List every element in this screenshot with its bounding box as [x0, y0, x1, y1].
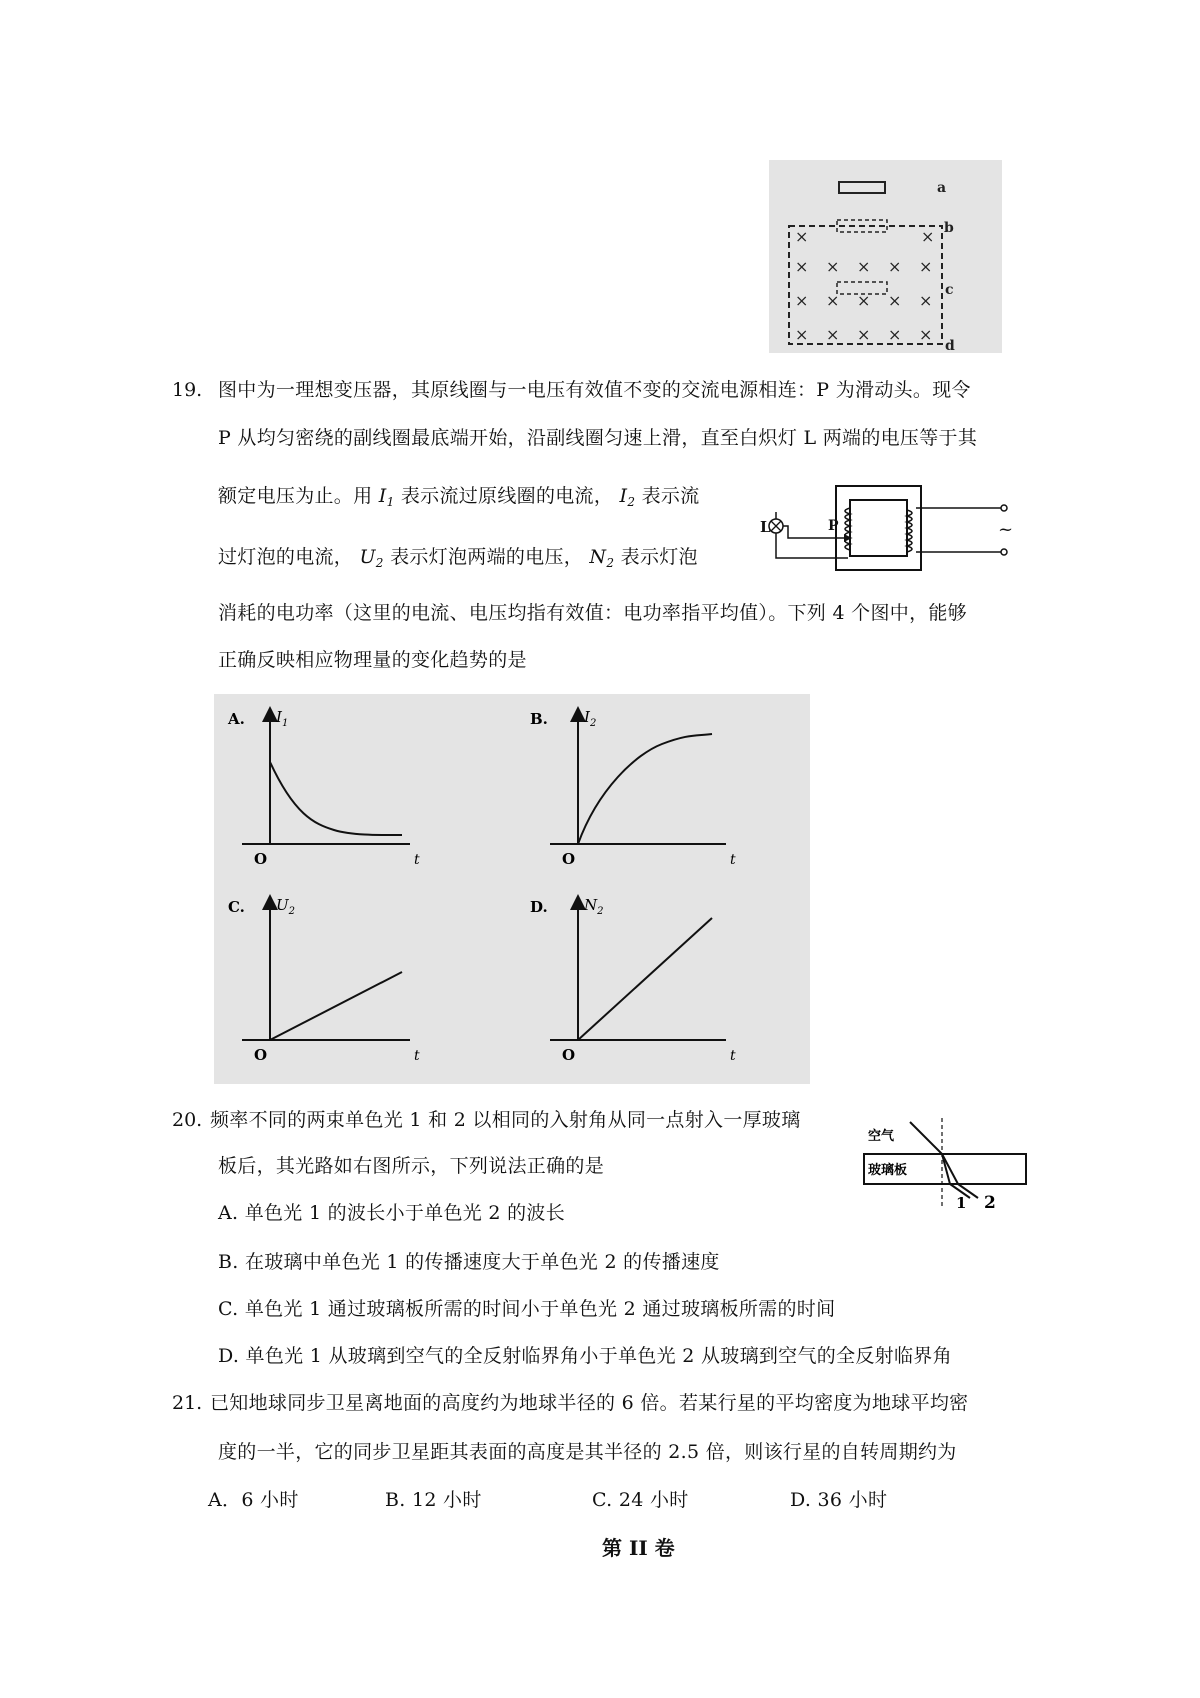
cross-mark: × [826, 325, 840, 344]
glass-plate-figure [860, 1110, 1040, 1210]
cross-mark: × [795, 291, 809, 310]
graph-c-origin: O [254, 1046, 268, 1064]
cross-mark: × [826, 257, 840, 276]
question-21-number: 21. [172, 1392, 203, 1414]
cross-mark: × [826, 291, 840, 310]
question-21-line-1: 已知地球同步卫星离地面的高度约为地球半径的 6 倍。若某行星的平均密度为地球平均密 [210, 1392, 969, 1414]
graph-a [227, 708, 420, 868]
symbol-I2: $I_2$ [619, 485, 636, 509]
glass-label: 玻璃板 [868, 1163, 908, 1178]
question-21-line-2: 度的一半，它的同步卫星距其表面的高度是其半径的 2.5 倍，则该行星的自转周期约为 [218, 1441, 957, 1463]
symbol-N2: $N_2$ [589, 546, 615, 570]
cross-mark: × [795, 257, 809, 276]
question-19-line-1: 图中为一理想变压器，其原线圈与一电压有效值不变的交流电源相连：P 为滑动头。现令 [218, 379, 971, 401]
cross-mark: × [919, 257, 933, 276]
answer-graphs-figure [214, 694, 810, 1084]
cross-mark: × [857, 291, 871, 310]
question-19-number: 19. [172, 379, 203, 401]
question-20-line-1: 频率不同的两束单色光 1 和 2 以相同的入射角从同一点射入一厚玻璃 [210, 1109, 801, 1131]
graph-a-letter: A. [228, 710, 245, 728]
cross-mark: × [795, 325, 809, 344]
source-terminal-bottom [1001, 549, 1007, 555]
magnetic-field-diagram [769, 160, 1002, 353]
source-terminal-top [1001, 505, 1007, 511]
question-20-option-b: B. 在玻璃中单色光 1 的传播速度大于单色光 2 的传播速度 [218, 1251, 720, 1273]
lamp-label: L [760, 518, 771, 536]
graph-d-origin: O [562, 1046, 576, 1064]
q19-line3-post: 表示流 [641, 485, 700, 507]
air-label: 空气 [868, 1129, 895, 1144]
q19-line4-mid: 表示灯泡两端的电压， [390, 546, 584, 568]
symbol-I1: $I_1$ [378, 485, 395, 509]
question-21-option-d: D. 36 小时 [790, 1489, 888, 1511]
graph-a-xlabel: t [414, 852, 420, 868]
transformer-circuit-figure [760, 478, 1020, 578]
question-20-option-a: A. 单色光 1 的波长小于单色光 2 的波长 [218, 1202, 566, 1224]
q19-line3-pre: 额定电压为止。用 [218, 485, 373, 507]
graph-b [530, 708, 736, 868]
q19-line4-post: 表示灯泡 [620, 546, 698, 568]
cross-mark: × [857, 325, 871, 344]
cross-mark: × [857, 257, 871, 276]
ac-source-symbol: ~ [998, 519, 1014, 540]
question-19-line-6: 正确反映相应物理量的变化趋势的是 [218, 649, 527, 671]
graph-c [228, 896, 420, 1064]
label-b: b [944, 220, 954, 236]
graph-d [530, 896, 736, 1064]
magnetic-field-figure [769, 160, 1002, 353]
cross-mark: × [919, 325, 933, 344]
graph-d-xlabel: t [730, 1048, 736, 1064]
graph-b-curve [578, 734, 712, 844]
cross-mark: × [919, 291, 933, 310]
graph-b-ylabel-main: I [584, 708, 590, 726]
graph-b-letter: B. [530, 710, 548, 728]
cross-mark: × [888, 325, 902, 344]
cross-mark: × [888, 291, 902, 310]
incident-ray [910, 1122, 942, 1154]
answer-graphs [214, 694, 810, 1084]
glass-plate-diagram [860, 1110, 1040, 1210]
question-21-option-b: B. 12 小时 [385, 1489, 482, 1511]
transformer-core-inner [850, 500, 907, 556]
question-19-line-5: 消耗的电功率（这里的电流、电压均指有效值：电功率指平均值）。下列 4 个图中，能够 [218, 602, 967, 624]
question-20-option-d: D. 单色光 1 从玻璃到空气的全反射临界角小于单色光 2 从玻璃到空气的全反射临界角 [218, 1345, 952, 1367]
question-20-number: 20. [172, 1109, 203, 1131]
graph-c-line [270, 972, 402, 1040]
cross-mark: × [921, 227, 935, 246]
symbol-U2: $U_2$ [359, 546, 384, 570]
section-title: 第 II 卷 [602, 1536, 675, 1560]
field-crosses [795, 227, 934, 344]
graph-c-ylabel: $U_2$ [276, 896, 296, 917]
q19-line3-mid: 表示流过原线圈的电流， [400, 485, 614, 507]
coil-position-a [839, 182, 885, 193]
label-d: d [945, 338, 955, 353]
graph-c-letter: C. [228, 898, 245, 916]
question-19-line-3 [218, 484, 700, 514]
graph-a-curve [270, 762, 402, 835]
q19-line4-pre: 过灯泡的电流， [218, 546, 354, 568]
cross-mark: × [888, 257, 902, 276]
ray-1-label: 1 [956, 1194, 967, 1210]
transformer-circuit-diagram [760, 478, 1020, 578]
graph-b-origin: O [562, 850, 576, 868]
graph-a-ylabel: $I_1$ [276, 708, 289, 729]
ray-2-label: 2 [984, 1193, 996, 1210]
graph-d-line [578, 918, 712, 1040]
question-21-option-c: C. 24 小时 [592, 1489, 689, 1511]
question-20-line-2: 板后，其光路如右图所示，下列说法正确的是 [218, 1155, 605, 1177]
label-c: c [945, 282, 954, 298]
question-19-line-4 [218, 545, 698, 575]
question-21-option-a: A．6 小时 [208, 1489, 299, 1511]
question-19-line-2: P 从均匀密绕的副线圈最底端开始，沿副线圈匀速上滑，直至白炽灯 L 两端的电压等于其 [218, 427, 978, 449]
question-20-option-c: C. 单色光 1 通过玻璃板所需的时间小于单色光 2 通过玻璃板所需的时间 [218, 1298, 836, 1320]
graph-b-ylabel: $I_2$ [584, 708, 597, 729]
slider-label: P [828, 518, 839, 534]
graph-d-ylabel: $N_2$ [584, 896, 604, 917]
graph-a-origin: O [254, 850, 268, 868]
cross-mark: × [795, 227, 809, 246]
graph-c-xlabel: t [414, 1048, 420, 1064]
graph-b-xlabel: t [730, 852, 736, 868]
label-a: a [937, 180, 947, 196]
graph-d-letter: D. [530, 898, 548, 916]
